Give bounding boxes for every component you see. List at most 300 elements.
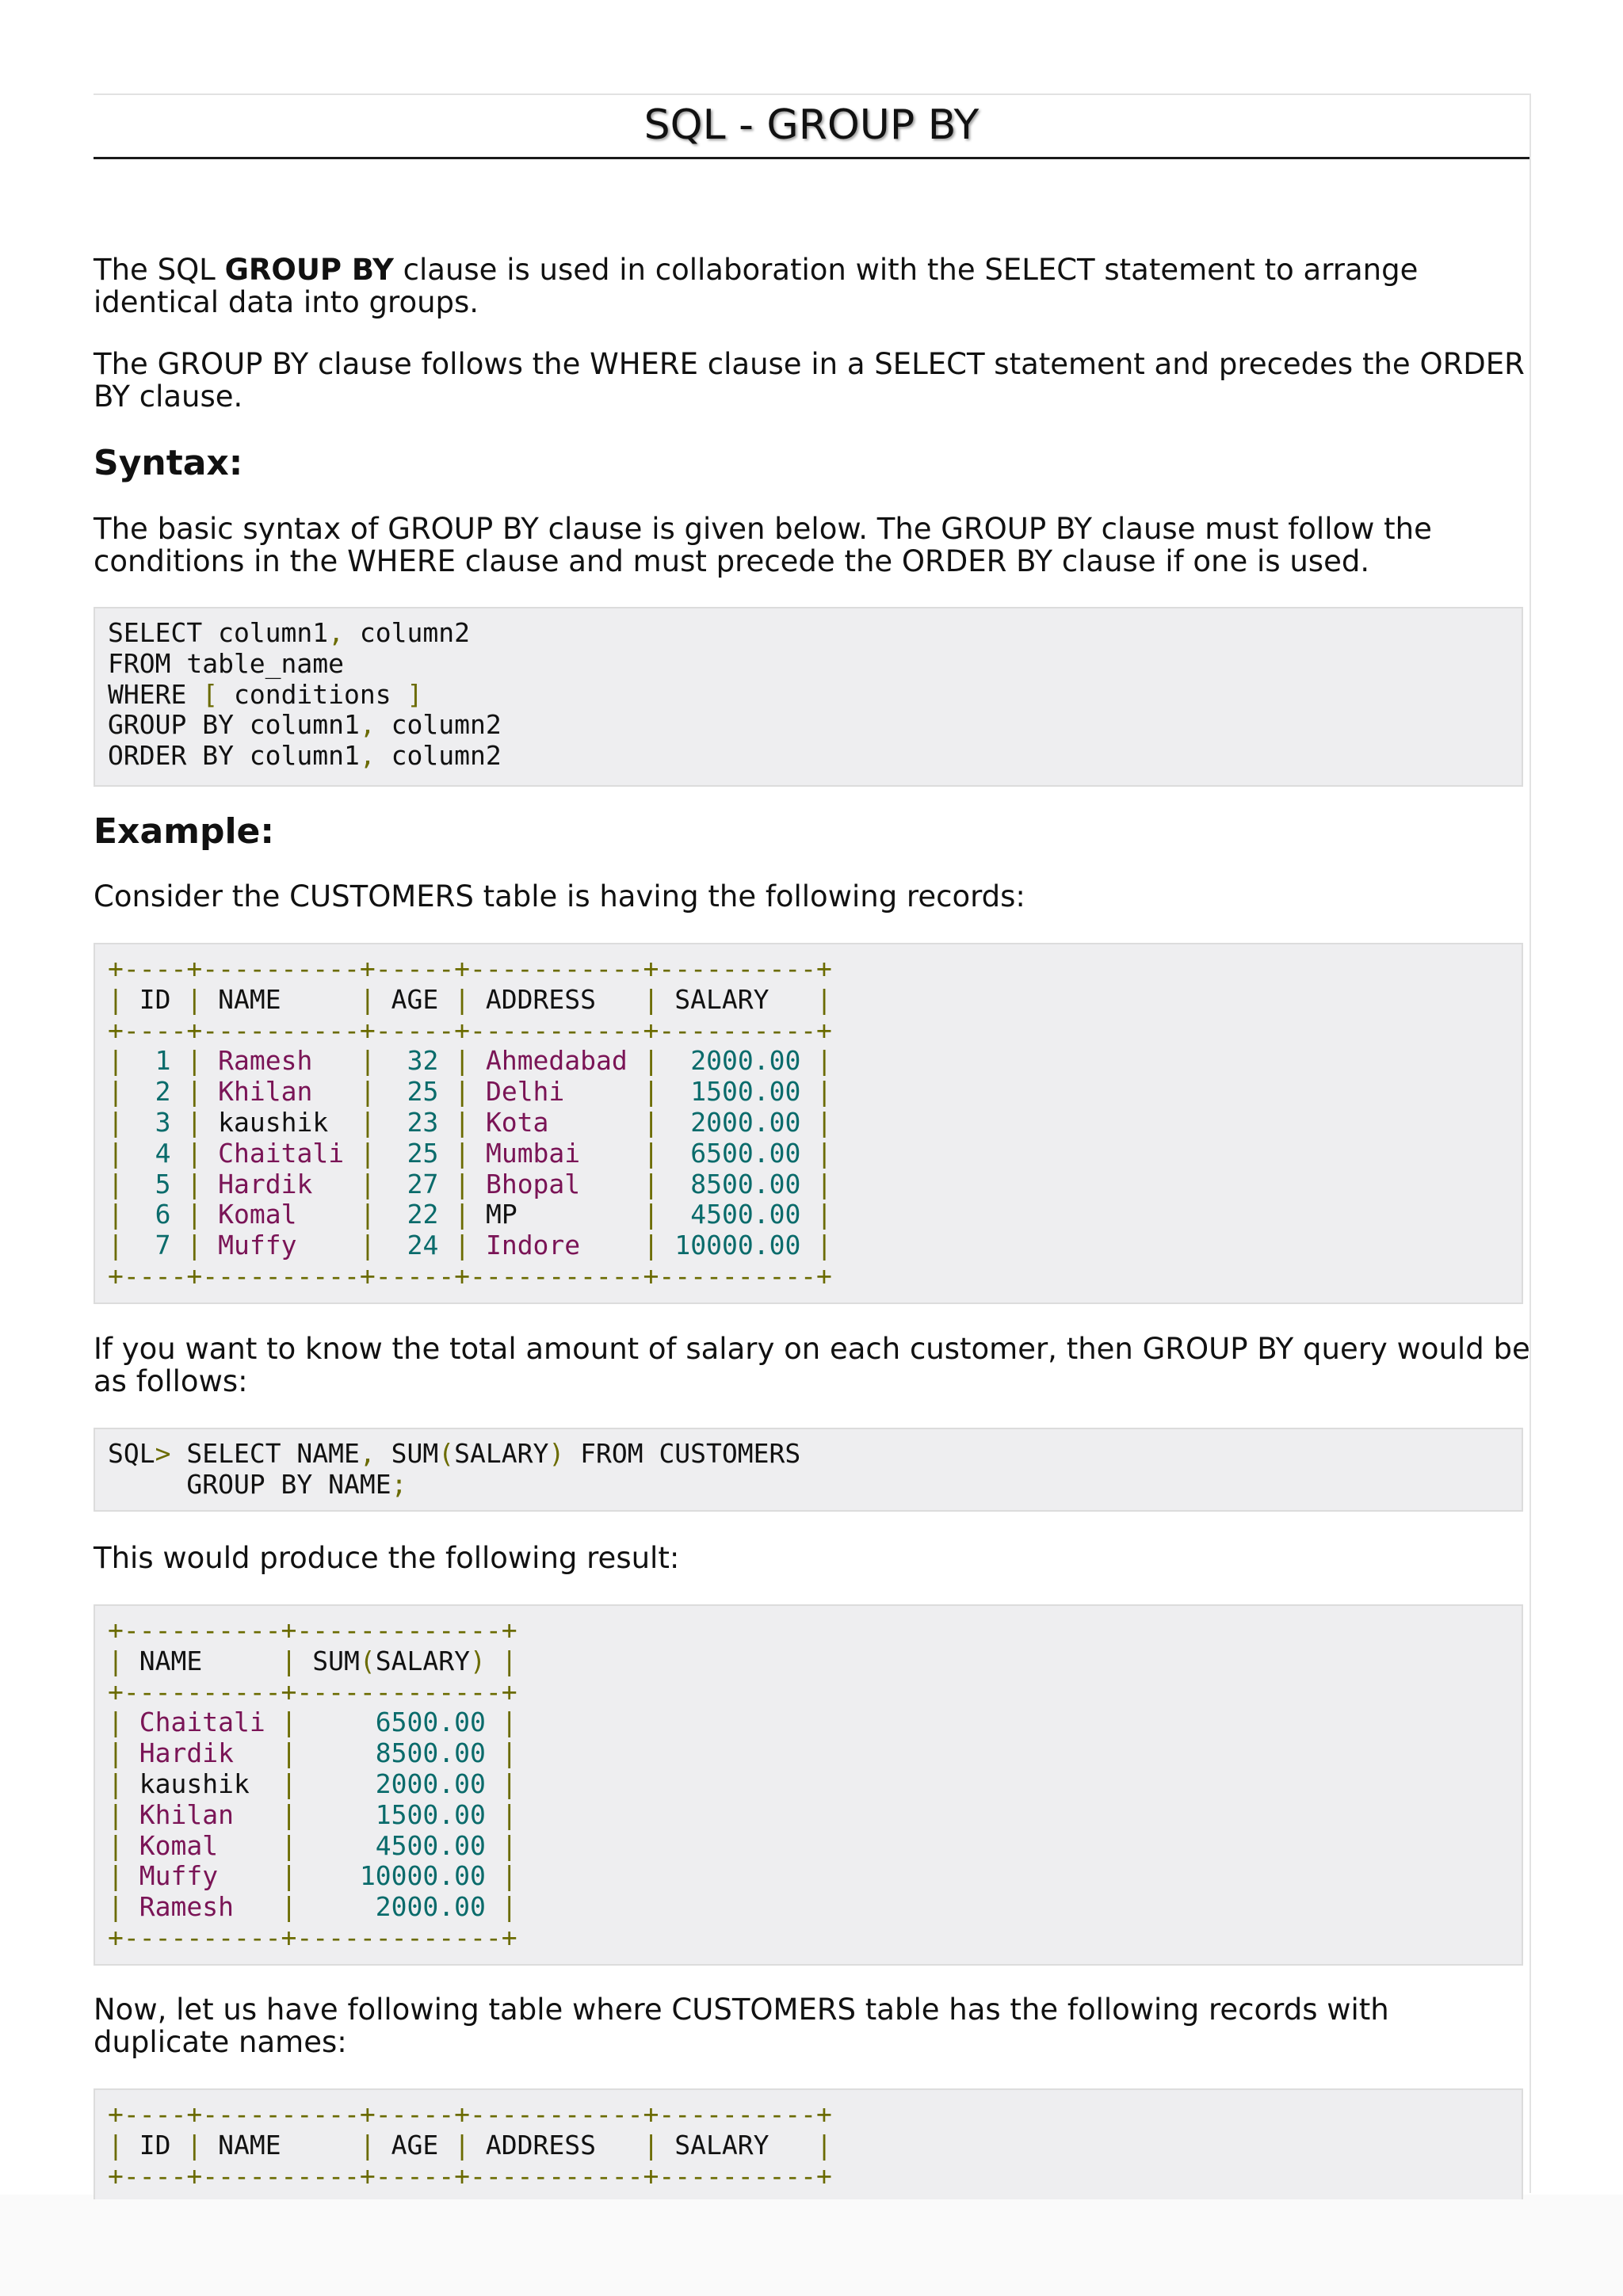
- code-token: |: [501, 1768, 517, 1799]
- code-token: 4500.00: [690, 1199, 801, 1230]
- code-token: 32: [407, 1045, 439, 1077]
- code-token: |: [454, 1076, 471, 1108]
- code-token: |: [108, 1891, 124, 1923]
- code-token: |: [359, 2129, 376, 2161]
- code-token: [124, 1169, 155, 1199]
- code-token: 23: [407, 1106, 439, 1138]
- code-token: |: [454, 1230, 471, 1261]
- code-line: [108, 985, 1509, 1016]
- code-token: Ramesh: [139, 1891, 234, 1923]
- code-token: |: [501, 1829, 517, 1861]
- code-token: AGE: [375, 983, 455, 1015]
- code-token: kaushik: [123, 1768, 281, 1799]
- code-token: [234, 1737, 281, 1768]
- code-token: |: [501, 1891, 517, 1923]
- code-token: |: [643, 1106, 659, 1138]
- code-token: Kota: [485, 1106, 549, 1138]
- code-token: [564, 1076, 643, 1107]
- code-token: >: [155, 1438, 171, 1469]
- code-token: +----+----------+-----+-----------+----------+: [108, 953, 832, 984]
- result-description: This would produce the following result:: [94, 1541, 680, 1575]
- code-token: 22: [407, 1199, 439, 1230]
- code-line: [108, 1615, 1509, 1646]
- code-line: [108, 2130, 1509, 2161]
- code-token: ,: [328, 617, 345, 648]
- code-token: |: [643, 2129, 659, 2161]
- title-bar: [94, 93, 1529, 159]
- intro-text-pre: The SQL: [94, 253, 225, 287]
- code-token: [: [202, 678, 219, 710]
- result-table-block: [94, 1604, 1523, 1966]
- code-token: |: [186, 1137, 203, 1169]
- code-token: [124, 1045, 155, 1076]
- code-token: 6500.00: [375, 1707, 486, 1738]
- code-token: |: [108, 983, 124, 1015]
- code-token: GROUP BY NAME: [108, 1468, 391, 1500]
- code-token: |: [359, 1076, 376, 1108]
- code-token: |: [643, 1045, 659, 1077]
- duplicates-description: Now, let us have following table where CUSTOMERS table has the following records with duplicate names:: [94, 1993, 1389, 2059]
- code-token: [296, 1768, 375, 1799]
- code-token: [171, 1230, 187, 1261]
- intro-paragraph-2: The GROUP BY clause follows the WHERE clause in a SELECT statement and precedes the ORDER BY clause.: [94, 347, 1525, 414]
- code-token: |: [108, 1737, 124, 1769]
- code-token: FROM CUSTOMERS: [564, 1438, 801, 1469]
- code-token: ;: [391, 1468, 407, 1500]
- code-token: |: [454, 1137, 471, 1169]
- code-token: column2: [375, 740, 502, 772]
- code-token: [124, 1860, 139, 1891]
- code-token: |: [108, 2129, 124, 2161]
- code-token: |: [359, 1137, 376, 1169]
- code-token: Muffy: [218, 1230, 297, 1261]
- code-token: Komal: [218, 1199, 297, 1230]
- code-token: |: [359, 1106, 376, 1138]
- code-token: [470, 1169, 486, 1199]
- code-token: 3: [155, 1106, 171, 1138]
- code-token: SELECT NAME: [170, 1438, 360, 1469]
- code-token: 10000.00: [674, 1230, 801, 1261]
- code-token: column2: [344, 617, 470, 648]
- code-token: |: [359, 983, 376, 1015]
- code-token: [234, 1799, 281, 1830]
- code-token: |: [359, 1199, 376, 1230]
- code-token: [470, 1138, 486, 1169]
- duplicates-table-block: [94, 2088, 1523, 2199]
- code-token: 2: [155, 1076, 171, 1108]
- code-token: |: [281, 1737, 297, 1769]
- code-token: 6500.00: [690, 1137, 801, 1169]
- code-token: 7: [155, 1230, 171, 1261]
- code-token: AGE: [375, 2129, 455, 2161]
- code-token: ORDER BY column1: [108, 740, 360, 772]
- code-token: Chaitali: [139, 1707, 265, 1738]
- code-token: |: [816, 2129, 832, 2161]
- code-token: |: [643, 1137, 659, 1169]
- code-token: [800, 1169, 816, 1199]
- code-line: [108, 1800, 1509, 1831]
- code-token: [171, 1076, 187, 1107]
- code-token: SELECT column1: [108, 617, 329, 648]
- code-token: [124, 1138, 155, 1169]
- code-token: |: [186, 983, 203, 1015]
- code-token: [628, 1045, 643, 1076]
- code-token: ID: [123, 983, 187, 1015]
- code-token: |: [359, 1230, 376, 1261]
- code-token: +----------+-------------+: [108, 1676, 517, 1707]
- code-token: [376, 1199, 407, 1230]
- code-token: |: [816, 1168, 833, 1199]
- code-token: [470, 1230, 486, 1261]
- code-line: [108, 1831, 1509, 1862]
- code-line: [108, 1738, 1509, 1769]
- code-token: [296, 1199, 359, 1230]
- code-token: (: [359, 1645, 376, 1676]
- code-token: |: [816, 1230, 833, 1261]
- code-token: |: [108, 1860, 124, 1892]
- code-token: NAME: [123, 1645, 281, 1676]
- code-token: [580, 1169, 643, 1199]
- code-token: MP: [470, 1199, 643, 1230]
- code-token: +----+----------+-----+-----------+----------+: [108, 2160, 832, 2191]
- code-token: |: [454, 1168, 471, 1199]
- code-token: [659, 1230, 675, 1261]
- code-token: |: [108, 1199, 124, 1230]
- code-token: |: [108, 1707, 124, 1738]
- code-token: [124, 1199, 155, 1230]
- code-line: [108, 1077, 1509, 1108]
- code-token: 2000.00: [690, 1106, 801, 1138]
- code-line: [108, 649, 1509, 680]
- code-token: |: [643, 983, 659, 1015]
- code-token: SALARY: [659, 2129, 817, 2161]
- code-line: [108, 1261, 1509, 1292]
- code-token: 2000.00: [375, 1891, 486, 1923]
- code-token: [218, 1830, 281, 1861]
- code-token: |: [281, 1860, 297, 1892]
- code-token: [296, 1891, 375, 1922]
- code-token: WHERE: [108, 678, 203, 710]
- code-line: [108, 954, 1509, 985]
- code-token: [376, 1169, 407, 1199]
- code-token: Chaitali: [218, 1137, 345, 1169]
- code-token: |: [108, 1230, 124, 1261]
- code-line: [108, 741, 1509, 772]
- code-token: [234, 1891, 281, 1922]
- code-token: [486, 1891, 502, 1922]
- code-token: [344, 1138, 360, 1169]
- code-token: Komal: [139, 1829, 219, 1861]
- code-token: [202, 1169, 218, 1199]
- code-token: SQL: [108, 1438, 155, 1469]
- group-by-query-block: [94, 1428, 1523, 1512]
- example-heading: Example:: [94, 811, 274, 852]
- code-token: 4500.00: [375, 1829, 486, 1861]
- code-token: [659, 1045, 691, 1076]
- code-token: [486, 1799, 502, 1830]
- code-token: 6: [155, 1199, 171, 1230]
- code-token: |: [643, 1199, 659, 1230]
- code-token: |: [501, 1737, 517, 1769]
- code-token: Bhopal: [485, 1168, 581, 1199]
- code-token: ID: [123, 2129, 187, 2161]
- code-token: Ramesh: [218, 1045, 313, 1077]
- code-token: SALARY: [454, 1438, 549, 1469]
- customers-table-block: [94, 943, 1523, 1304]
- code-token: [124, 1107, 155, 1138]
- code-token: 4: [155, 1137, 171, 1169]
- code-token: [376, 1107, 407, 1138]
- code-line: [108, 2100, 1509, 2130]
- code-token: ,: [359, 740, 376, 772]
- code-token: [659, 1169, 691, 1199]
- code-token: ADDRESS: [470, 2129, 643, 2161]
- code-token: [296, 1799, 375, 1830]
- code-line: [108, 1016, 1509, 1047]
- code-line: [108, 1439, 1509, 1470]
- code-token: [124, 1707, 139, 1737]
- code-token: [296, 1230, 359, 1261]
- code-token: [470, 1076, 486, 1107]
- code-token: [800, 1230, 816, 1261]
- code-token: 25: [407, 1076, 439, 1108]
- code-token: [580, 1230, 643, 1261]
- code-line: [108, 1646, 1509, 1677]
- code-token: ): [470, 1645, 486, 1676]
- code-line: [108, 680, 1509, 711]
- code-token: 2000.00: [375, 1768, 486, 1799]
- code-token: |: [186, 2129, 203, 2161]
- code-token: 27: [407, 1168, 439, 1199]
- code-line: [108, 1707, 1509, 1738]
- code-token: [218, 1860, 281, 1891]
- code-token: FROM table_name: [108, 647, 345, 679]
- code-token: |: [108, 1137, 124, 1169]
- code-token: [202, 1199, 218, 1230]
- code-token: [202, 1230, 218, 1261]
- code-token: |: [186, 1230, 203, 1261]
- code-token: [312, 1045, 360, 1076]
- code-token: 1: [155, 1045, 171, 1077]
- page-title: SQL - GROUP BY: [643, 101, 980, 149]
- code-token: |: [454, 1106, 471, 1138]
- code-token: [438, 1199, 454, 1230]
- code-token: |: [816, 1106, 833, 1138]
- code-token: |: [108, 1829, 124, 1861]
- code-token: [376, 1045, 407, 1076]
- code-token: [124, 1799, 139, 1830]
- code-line: [108, 2161, 1509, 2192]
- code-line: [108, 710, 1509, 741]
- code-token: |: [186, 1076, 203, 1108]
- code-line: [108, 1892, 1509, 1923]
- code-token: [376, 1230, 407, 1261]
- code-token: [800, 1076, 816, 1107]
- code-token: +----------+-------------+: [108, 1921, 517, 1953]
- code-token: Muffy: [139, 1860, 219, 1892]
- code-token: 24: [407, 1230, 439, 1261]
- code-line: [108, 1470, 1509, 1501]
- code-line: [108, 1046, 1509, 1077]
- code-token: |: [281, 1768, 297, 1799]
- code-token: |: [186, 1168, 203, 1199]
- code-token: |: [454, 1199, 471, 1230]
- code-token: |: [501, 1860, 517, 1892]
- code-line: [108, 1230, 1509, 1261]
- code-token: [124, 1230, 155, 1261]
- code-token: ): [548, 1438, 565, 1469]
- code-token: [171, 1138, 187, 1169]
- code-token: GROUP BY column1: [108, 709, 360, 741]
- code-token: +----+----------+-----+-----------+----------+: [108, 2099, 832, 2130]
- code-token: |: [281, 1798, 297, 1830]
- code-token: [659, 1138, 691, 1169]
- intro-text-post: clause is used in collaboration with the SELECT statement to arrange identical data into groups.: [94, 253, 1419, 319]
- code-token: NAME: [202, 2129, 360, 2161]
- code-token: [438, 1169, 454, 1199]
- code-token: [296, 1830, 375, 1861]
- code-token: [470, 1045, 486, 1076]
- code-token: [800, 1199, 816, 1230]
- code-token: [376, 1076, 407, 1107]
- code-token: 5: [155, 1168, 171, 1199]
- code-token: 2000.00: [690, 1045, 801, 1077]
- code-token: |: [281, 1829, 297, 1861]
- code-token: 10000.00: [359, 1860, 486, 1892]
- code-token: |: [816, 1076, 833, 1108]
- code-token: [438, 1045, 454, 1076]
- example-description: Consider the CUSTOMERS table is having the following records:: [94, 879, 1025, 913]
- code-token: [800, 1045, 816, 1076]
- code-token: |: [108, 1045, 124, 1077]
- code-token: ADDRESS: [470, 983, 643, 1015]
- code-token: (: [438, 1438, 455, 1469]
- code-token: [438, 1138, 454, 1169]
- code-token: [312, 1169, 360, 1199]
- code-token: |: [359, 1168, 376, 1199]
- code-token: [124, 1076, 155, 1107]
- code-token: [800, 1138, 816, 1169]
- code-token: [296, 1707, 375, 1737]
- code-token: |: [816, 1137, 833, 1169]
- code-token: Khilan: [218, 1076, 313, 1108]
- code-token: [486, 1737, 502, 1768]
- code-token: [438, 1230, 454, 1261]
- code-token: kaushik: [202, 1106, 360, 1138]
- code-token: |: [643, 1230, 659, 1261]
- intro-text-bold: GROUP BY: [224, 253, 394, 287]
- code-token: [124, 1891, 139, 1922]
- syntax-code-block: [94, 607, 1523, 787]
- code-token: [486, 1830, 502, 1861]
- code-token: |: [108, 1768, 124, 1799]
- code-token: ,: [359, 1438, 376, 1469]
- code-token: |: [108, 1798, 124, 1830]
- code-token: 25: [407, 1137, 439, 1169]
- code-token: [486, 1646, 502, 1676]
- code-token: |: [186, 1106, 203, 1138]
- code-token: |: [186, 1045, 203, 1077]
- code-token: [659, 1199, 691, 1230]
- code-token: [659, 1076, 691, 1107]
- code-token: [171, 1169, 187, 1199]
- code-token: NAME: [202, 983, 360, 1015]
- code-token: [486, 1768, 502, 1799]
- code-token: +----------+-------------+: [108, 1615, 517, 1646]
- code-token: |: [501, 1645, 517, 1676]
- code-token: [376, 1138, 407, 1169]
- code-token: |: [454, 983, 471, 1015]
- code-token: |: [108, 1076, 124, 1108]
- code-line: [108, 1108, 1509, 1138]
- code-token: ]: [407, 678, 423, 710]
- code-token: [171, 1107, 187, 1138]
- code-line: [108, 1199, 1509, 1230]
- code-token: |: [359, 1045, 376, 1077]
- code-token: [202, 1045, 218, 1076]
- code-token: |: [816, 1199, 833, 1230]
- code-token: [800, 1107, 816, 1138]
- code-token: [171, 1045, 187, 1076]
- code-token: column2: [375, 709, 502, 741]
- code-token: Hardik: [218, 1168, 313, 1199]
- code-token: Mumbai: [485, 1137, 581, 1169]
- code-line: [108, 1677, 1509, 1708]
- code-token: |: [816, 1045, 833, 1077]
- code-token: [202, 1076, 218, 1107]
- code-token: [124, 1830, 139, 1861]
- code-token: [438, 1107, 454, 1138]
- code-token: SUM: [296, 1645, 360, 1676]
- code-token: +----+----------+-----+-----------+----------+: [108, 1260, 832, 1291]
- code-line: [108, 1923, 1509, 1954]
- code-token: [296, 1737, 375, 1768]
- code-token: 8500.00: [375, 1737, 486, 1769]
- code-token: SUM: [375, 1438, 439, 1469]
- code-token: 1500.00: [690, 1076, 801, 1108]
- code-line: [108, 1769, 1509, 1800]
- code-token: |: [108, 1168, 124, 1199]
- code-token: |: [643, 1168, 659, 1199]
- code-token: +----+----------+-----+-----------+----------+: [108, 1014, 832, 1046]
- code-token: |: [281, 1645, 297, 1676]
- code-line: [108, 618, 1509, 649]
- code-token: Khilan: [139, 1798, 234, 1830]
- code-token: conditions: [218, 678, 407, 710]
- code-token: |: [816, 983, 832, 1015]
- code-token: [312, 1076, 360, 1107]
- code-token: [265, 1707, 281, 1737]
- code-token: ,: [359, 709, 376, 741]
- code-line: [108, 1861, 1509, 1892]
- code-token: Ahmedabad: [485, 1045, 628, 1077]
- code-token: [124, 1737, 139, 1768]
- code-token: [202, 1138, 218, 1169]
- query-description: If you want to know the total amount of salary on each customer, then GROUP BY query would be as follows:: [94, 1332, 1530, 1398]
- code-token: |: [454, 2129, 471, 2161]
- code-token: [438, 1076, 454, 1107]
- code-token: 8500.00: [690, 1168, 801, 1199]
- code-token: Hardik: [139, 1737, 234, 1769]
- syntax-description: The basic syntax of GROUP BY clause is given below. The GROUP BY clause must follow the conditions in the WHERE clause and must precede the ORDER BY clause if one is used.: [94, 512, 1432, 578]
- code-token: |: [281, 1707, 297, 1738]
- code-token: [486, 1707, 502, 1737]
- code-token: |: [108, 1645, 124, 1676]
- code-token: |: [501, 1798, 517, 1830]
- code-token: Delhi: [485, 1076, 565, 1108]
- code-token: |: [281, 1891, 297, 1923]
- code-token: |: [501, 1707, 517, 1738]
